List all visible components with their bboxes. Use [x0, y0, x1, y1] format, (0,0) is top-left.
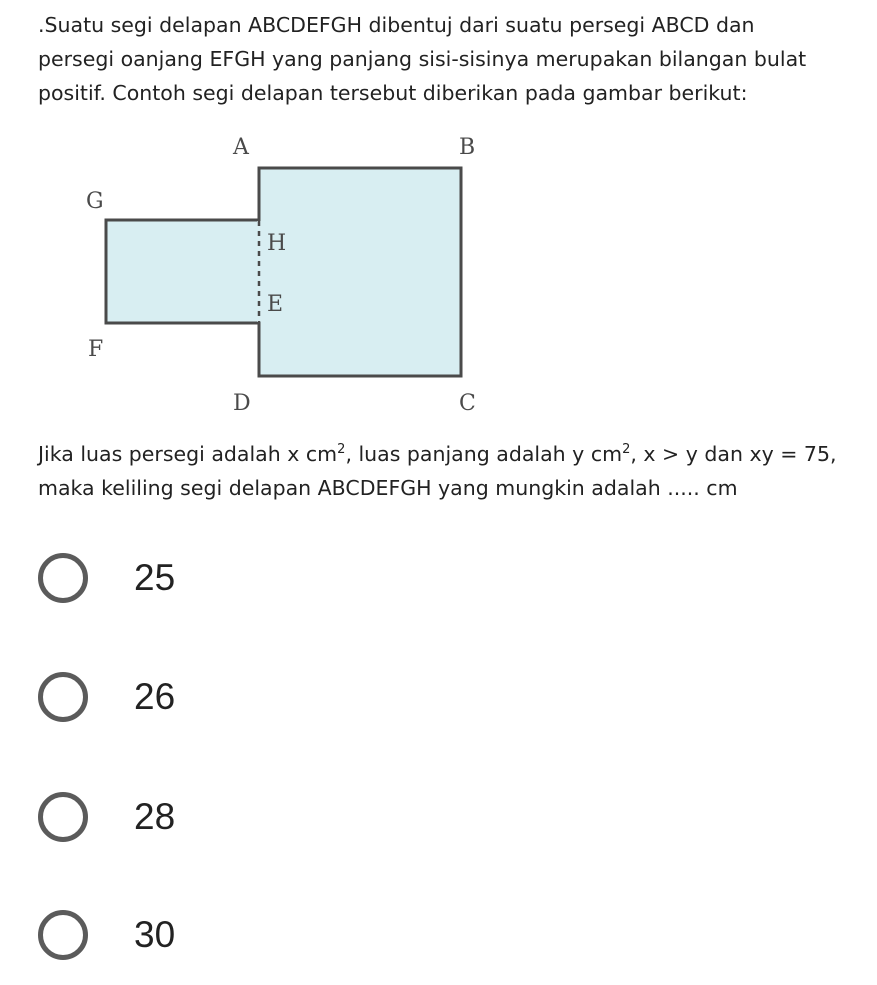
label-d: D [233, 391, 251, 416]
option-28[interactable] [38, 784, 438, 850]
label-g: G [86, 189, 104, 214]
question-body [38, 437, 868, 505]
question-text: Jika luas persegi adalah x cm [38, 442, 338, 466]
option-label: 25 [134, 557, 176, 598]
option-30[interactable] [38, 902, 438, 968]
radio-button[interactable] [38, 910, 88, 960]
option-label: 28 [134, 796, 176, 837]
label-h: H [267, 231, 287, 256]
question-intro-line: positif. Contoh segi delapan tersebut diberikan pada gambar berikut: [38, 81, 748, 105]
label-e: E [267, 292, 284, 317]
question-intro [38, 8, 868, 110]
radio-button[interactable] [38, 553, 88, 603]
option-26[interactable] [38, 664, 438, 730]
label-b: B [459, 135, 476, 160]
question-text: , luas panjang adalah y cm [345, 442, 623, 466]
radio-button[interactable] [38, 792, 88, 842]
question-intro-line: .Suatu segi delapan ABCDEFGH dibentuj dari suatu persegi ABCD dan [38, 13, 755, 37]
superscript: 2 [622, 442, 631, 458]
rectangle-efgh [106, 220, 261, 323]
label-a: A [233, 135, 249, 160]
question-line-1 [38, 437, 868, 471]
option-label: 26 [134, 676, 176, 717]
radio-button[interactable] [38, 672, 88, 722]
superscript: 2 [337, 442, 346, 458]
question-line-2: maka keliling segi delapan ABCDEFGH yang mungkin adalah ..... cm [38, 476, 738, 500]
option-label: 30 [134, 914, 176, 955]
octagon-figure [75, 128, 515, 423]
question-intro-line: persegi oanjang EFGH yang panjang sisi-sisinya merupakan bilangan bulat [38, 47, 807, 71]
question-text: , x > y dan xy = 75, [630, 442, 837, 466]
label-f: F [88, 337, 104, 362]
square-abcd [259, 168, 461, 376]
option-25[interactable] [38, 545, 438, 611]
label-c: C [459, 391, 476, 416]
